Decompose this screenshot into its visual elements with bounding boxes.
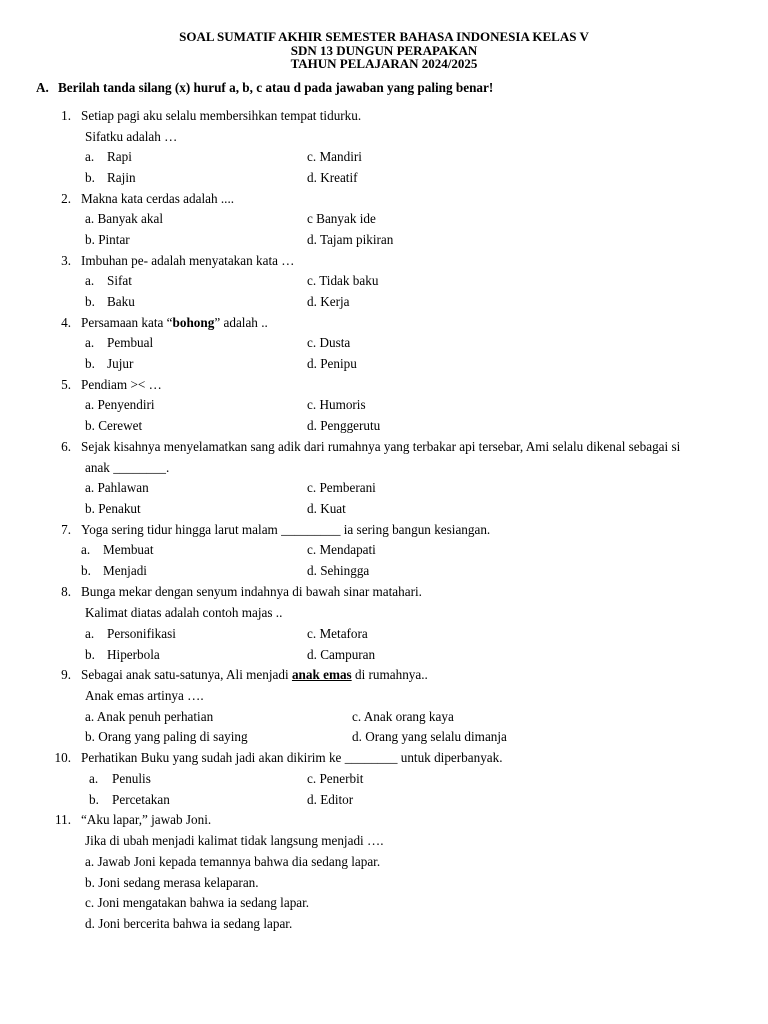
option-b: b. Orang yang paling di saying [85, 729, 248, 744]
option-a-label: a. [81, 542, 91, 557]
option-a-label: a. [85, 149, 95, 164]
option-b: b. Joni sedang merasa kelaparan. [85, 875, 259, 890]
option-b: Baku [107, 294, 135, 309]
question-text-pre: Sebagai anak satu-satunya, Ali menjadi [81, 667, 292, 682]
option-b: Jujur [107, 356, 134, 371]
question-number: 5. [61, 377, 71, 392]
option-d: d. Kreatif [307, 170, 358, 185]
question-number: 6. [61, 439, 71, 454]
option-b: Percetakan [112, 792, 170, 807]
question-text: Makna kata cerdas adalah .... [81, 191, 235, 206]
question-text: Perhatikan Buku yang sudah jadi akan dikirim ke ________ untuk diperbanyak. [81, 750, 503, 765]
question-text-post: di rumahnya.. [351, 667, 428, 682]
option-b: Menjadi [103, 563, 147, 578]
option-c: c Banyak ide [307, 211, 376, 226]
option-a: a. Penyendiri [85, 397, 155, 412]
option-c: c. Pemberani [307, 480, 376, 495]
title-line-1: SOAL SUMATIF AKHIR SEMESTER BAHASA INDONESIA KELAS V [179, 29, 589, 44]
option-b: b. Penakut [85, 501, 141, 516]
question-text: “Aku lapar,” jawab Joni. [81, 812, 212, 827]
option-c: c. Dusta [307, 335, 351, 350]
option-c: c. Mandiri [307, 149, 362, 164]
title-line-3: TAHUN PELAJARAN 2024/2025 [290, 56, 478, 71]
option-a-label: a. [85, 626, 95, 641]
question-subtext: Sifatku adalah … [85, 129, 178, 144]
option-a: Membuat [103, 542, 154, 557]
question-keyword: bohong [172, 315, 215, 330]
title-line-2: SDN 13 DUNGUN PERAPAKAN [290, 42, 478, 58]
option-d: d. Penggerutu [307, 418, 381, 433]
option-c: c. Humoris [307, 397, 366, 412]
question-text: Setiap pagi aku selalu membersihkan tempat tidurku. [81, 108, 362, 123]
option-a-label: a. [85, 335, 95, 350]
question-number: 9. [61, 667, 71, 682]
question-text [81, 667, 428, 683]
option-c: c. Anak orang kaya [352, 709, 454, 724]
option-d: d. Orang yang selalu dimanja [352, 729, 507, 744]
option-b-label: b. [89, 792, 99, 807]
option-a-label: a. [85, 273, 95, 288]
option-a: a. Anak penuh perhatian [85, 709, 214, 724]
question-number: 2. [61, 191, 71, 206]
option-d: d. Penipu [307, 356, 357, 371]
document-header [0, 30, 768, 71]
question-subtext: anak ________. [85, 460, 170, 475]
option-a: Penulis [112, 771, 151, 786]
option-d: d. Kerja [307, 294, 350, 309]
question-subtext: Kalimat diatas adalah contoh majas .. [85, 605, 283, 620]
option-b: b. Cerewet [85, 418, 143, 433]
option-b-label: b. [85, 294, 95, 309]
option-d: d. Kuat [307, 501, 346, 516]
option-a: Personifikasi [107, 626, 176, 641]
option-b-label: b. [85, 170, 95, 185]
question-subtext: Jika di ubah menjadi kalimat tidak langsung menjadi …. [85, 833, 384, 848]
question-number: 8. [61, 584, 71, 599]
option-c: c. Tidak baku [307, 273, 379, 288]
option-a-label: a. [89, 771, 99, 786]
option-a: Rapi [107, 149, 132, 164]
option-b: Hiperbola [107, 647, 160, 662]
option-a: Pembual [107, 335, 154, 350]
question-number: 4. [61, 315, 71, 330]
option-b: Rajin [107, 170, 136, 185]
question-subtext: Anak emas artinya …. [85, 688, 204, 703]
option-d: d. Campuran [307, 647, 376, 662]
option-b-label: b. [81, 563, 91, 578]
option-c: c. Penerbit [307, 771, 364, 786]
option-b-label: b. [85, 356, 95, 371]
option-a: a. Jawab Joni kepada temannya bahwa dia sedang lapar. [85, 854, 381, 869]
question-text-post: ” adalah .. [214, 315, 268, 330]
question-keyword: anak emas [291, 667, 352, 682]
instruction-text: Berilah tanda silang (x) huruf a, b, c atau d pada jawaban yang paling benar! [58, 80, 494, 95]
option-b: b. Pintar [85, 232, 130, 247]
section-instruction [36, 80, 493, 96]
question-text: Sejak kisahnya menyelamatkan sang adik dari rumahnya yang terbakar api tersebar, Ami selalu dikenal sebagai si [81, 439, 681, 454]
option-a: a. Banyak akal [85, 211, 163, 226]
option-b-label: b. [85, 647, 95, 662]
option-d: d. Sehingga [307, 563, 370, 578]
question-text: Bunga mekar dengan senyum indahnya di bawah sinar matahari. [81, 584, 422, 599]
question-number: 11. [55, 812, 71, 827]
question-text: Imbuhan pe- adalah menyatakan kata … [81, 253, 295, 268]
question-number: 7. [61, 522, 71, 537]
option-d: d. Tajam pikiran [307, 232, 394, 247]
option-d: d. Editor [307, 792, 354, 807]
option-c: c. Joni mengatakan bahwa ia sedang lapar. [85, 895, 310, 910]
option-d: d. Joni bercerita bahwa ia sedang lapar. [85, 916, 293, 931]
question-number: 3. [61, 253, 71, 268]
question-number: 1. [61, 108, 71, 123]
question-text [81, 315, 268, 331]
option-c: c. Metafora [307, 626, 368, 641]
question-text: Yoga sering tidur hingga larut malam _________ ia sering bangun kesiangan. [81, 522, 491, 537]
section-letter: A. [36, 80, 49, 95]
question-number: 10. [54, 750, 71, 765]
option-a: Sifat [107, 273, 132, 288]
question-text: Pendiam >< … [81, 377, 162, 392]
option-c: c. Mendapati [307, 542, 376, 557]
option-a: a. Pahlawan [85, 480, 149, 495]
question-text-pre: Persamaan kata “ [81, 315, 173, 330]
